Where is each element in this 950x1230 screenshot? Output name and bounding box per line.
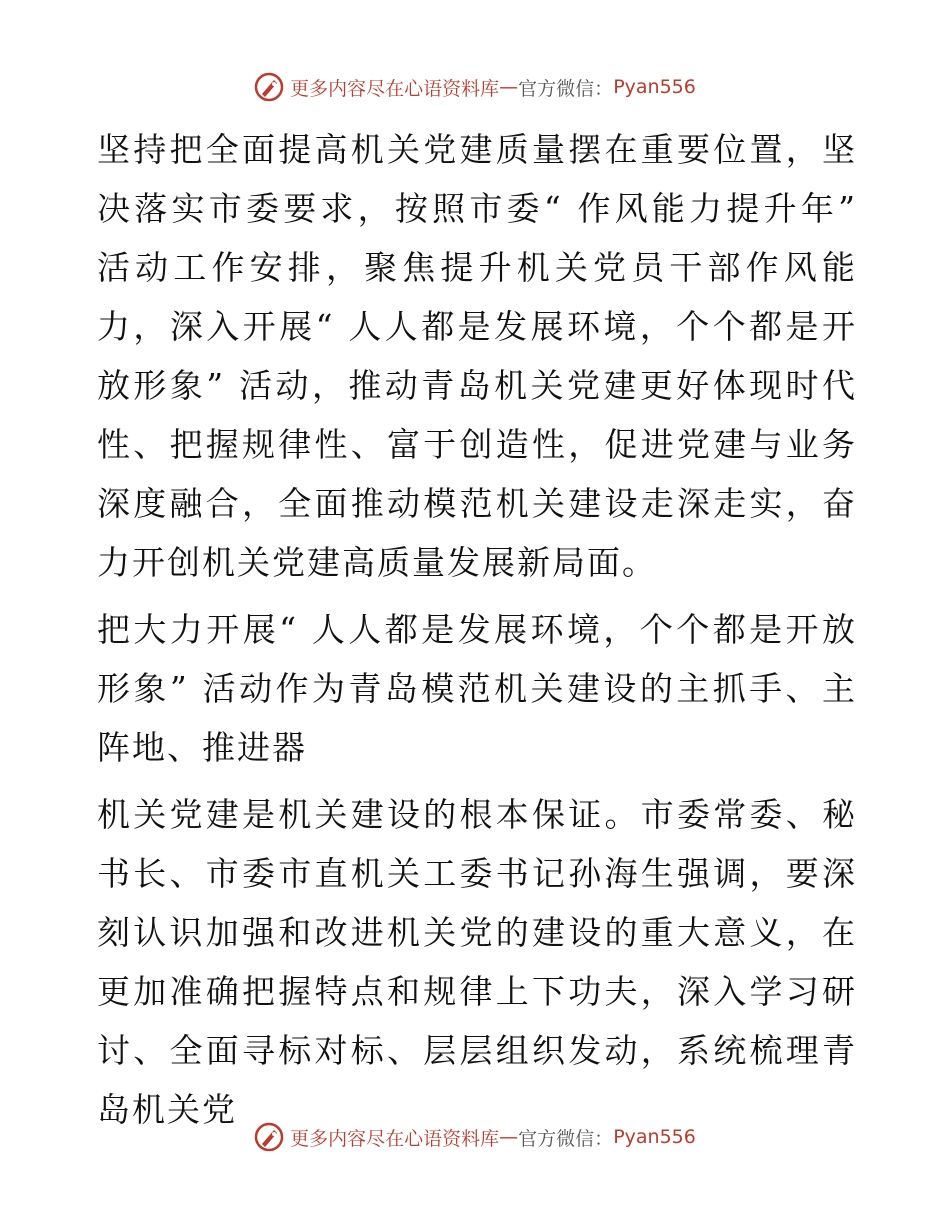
watermark-wechat-label: 官方微信： <box>518 77 614 100</box>
paragraph-3: 机关党建是机关建设的根本保证。市委常委、秘书长、市委市直机关工委书记孙海生强调，要深刻认识加强和改进机关党的建设的重大意义，在更加准确把握特点和规律上下功夫，深入学习研讨、全面寻标对标、层层组织发动，系统梳理青岛机关党 <box>97 795 857 1129</box>
watermark-footer <box>0 1122 950 1152</box>
document-body <box>97 120 857 1145</box>
watermark-brand: 更多内容尽在心语资料库 <box>290 77 500 100</box>
pen-logo-icon <box>254 72 284 102</box>
watermark-dash: — <box>499 1126 519 1148</box>
watermark-dash: — <box>499 76 519 98</box>
watermark-wechat-id: Pyan556 <box>613 76 696 98</box>
paragraph-2: 把大力开展“ 人人都是发展环境，个个都是开放形象” 活动作为青岛模范机关建设的主抓手、主阵地、推进器 <box>97 610 857 767</box>
paragraph-1: 坚持把全面提高机关党建质量摆在重要位置，坚决落实市委要求，按照市委“ 作风能力提升年” 活动工作安排，聚焦提升机关党员干部作风能力，深入开展“ 人人都是发展环境，个个都是开放形象” 活动，推动青岛机关党建更好体现时代性、把握规律性、富于创造性，促进党建与业务深度融合，全面推动模范机关建设走深走实，奋力开创机关党建高质量发展新局面。 <box>97 130 857 582</box>
watermark-header <box>0 72 950 102</box>
watermark-wechat-id: Pyan556 <box>613 1126 696 1148</box>
pen-logo-icon <box>254 1122 284 1152</box>
watermark-brand: 更多内容尽在心语资料库 <box>290 1127 500 1150</box>
watermark-wechat-label: 官方微信： <box>518 1127 614 1150</box>
